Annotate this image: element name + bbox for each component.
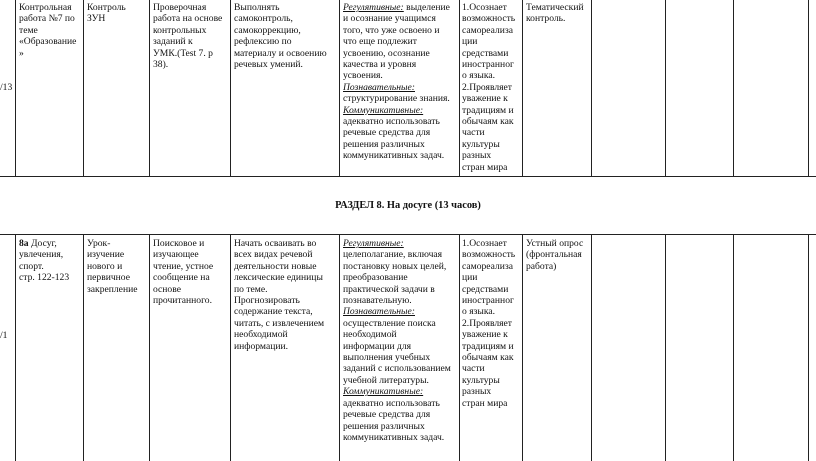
grid-line: [15, 234, 16, 461]
lesson-activity: Поисковое и изучающее чтение, устное сообщение на основе прочитанного.: [153, 238, 214, 307]
grid-line: [149, 0, 150, 176]
cognitive-text: структурирование знания.: [343, 93, 450, 105]
section-title: РАЗДЕЛ 8. На досуге (13 часов): [335, 200, 481, 211]
communicative-text: адекватно использовать речевые средства для решения различных коммуникативных задач.: [343, 397, 445, 443]
grid-line: [808, 234, 809, 461]
meta-results: [343, 2, 456, 162]
lesson-topic: Контрольная работа №7 по теме «Образование »: [19, 2, 77, 59]
control-form: Устный опрос (фронтальная работа): [526, 238, 584, 272]
lesson-type: Контроль ЗУН: [87, 2, 126, 25]
regulatory-heading: Регулятивные:: [343, 2, 404, 13]
lesson-type: Урок- изучение нового и первичное закрепление: [87, 238, 138, 295]
grid-line: [665, 0, 666, 176]
grid-line: [591, 0, 592, 176]
lesson-topic-text: Досуг, увлечения, спорт. стр. 122-123: [19, 238, 70, 284]
grid-line: [0, 176, 816, 177]
grid-line: [459, 0, 460, 176]
cognitive-heading: Познавательные:: [343, 81, 415, 93]
grid-line: [149, 234, 150, 461]
cognitive-text: осуществление поиска необходимой информации для выполнения учебных заданий с использованием учебной литературы.: [343, 317, 451, 386]
grid-line: [230, 0, 231, 176]
grid-line: [230, 234, 231, 461]
grid-line: [733, 234, 734, 461]
grid-line: [83, 0, 84, 176]
subject-results: Выполнять самоконтроль, самокоррекцию, рефлексию по материалу и освоению речевых умений.: [234, 2, 327, 71]
control-form: Тематический контроль.: [526, 2, 584, 25]
lesson-number: /1: [0, 330, 8, 341]
regulatory-text: выделение и осознание учащимся того, что уже освоено и что еще подлежит усвоению, осознание качества и уровня усвоения.: [343, 2, 450, 82]
lesson-activity: Проверочная работа на основе контрольных заданий к УМК.(Test 7. p 38).: [153, 2, 223, 71]
grid-line: [522, 234, 523, 461]
lesson-code: 8a: [19, 238, 29, 249]
subject-results: Начать осваивать во всех видах речевой деятельности новые лексические единицы по теме. Прогнозировать содержание текста, читать, с извлечением необходимой информации.: [234, 238, 325, 352]
lesson-number: /13: [0, 82, 13, 93]
communicative-heading: Коммуникативные:: [343, 104, 424, 116]
grid-line: [339, 234, 340, 461]
lesson-topic: [19, 238, 81, 284]
grid-line: [83, 234, 84, 461]
communicative-text: адекватно использовать речевые средства для решения различных коммуникативных задач.: [343, 116, 445, 162]
grid-line: [808, 0, 809, 176]
regulatory-heading: Регулятивные:: [343, 238, 404, 249]
grid-line: [733, 0, 734, 176]
grid-line: [591, 234, 592, 461]
grid-line: [522, 0, 523, 176]
personal-results: 1.Осознает возможность самореализа ции средствами иностранног о языка. 2.Проявляет уважение к традициям и обычаям как части культуры разных стран мира: [462, 238, 516, 409]
communicative-heading: Коммуникативные:: [343, 386, 424, 398]
cognitive-heading: Познавательные:: [343, 306, 415, 318]
grid-line: [339, 0, 340, 176]
meta-results: [343, 238, 456, 443]
grid-line: [459, 234, 460, 461]
personal-results: 1.Осознает возможность самореализа ции средствами иностранног о языка. 2.Проявляет уважение к традициям и обычаям как части культуры разных стран мира: [462, 2, 516, 173]
grid-line: [0, 234, 816, 235]
grid-line: [15, 0, 16, 176]
grid-line: [665, 234, 666, 461]
regulatory-text: целеполагание, включая постановку новых целей, преобразование практической задачи в познавательную.: [343, 249, 447, 307]
